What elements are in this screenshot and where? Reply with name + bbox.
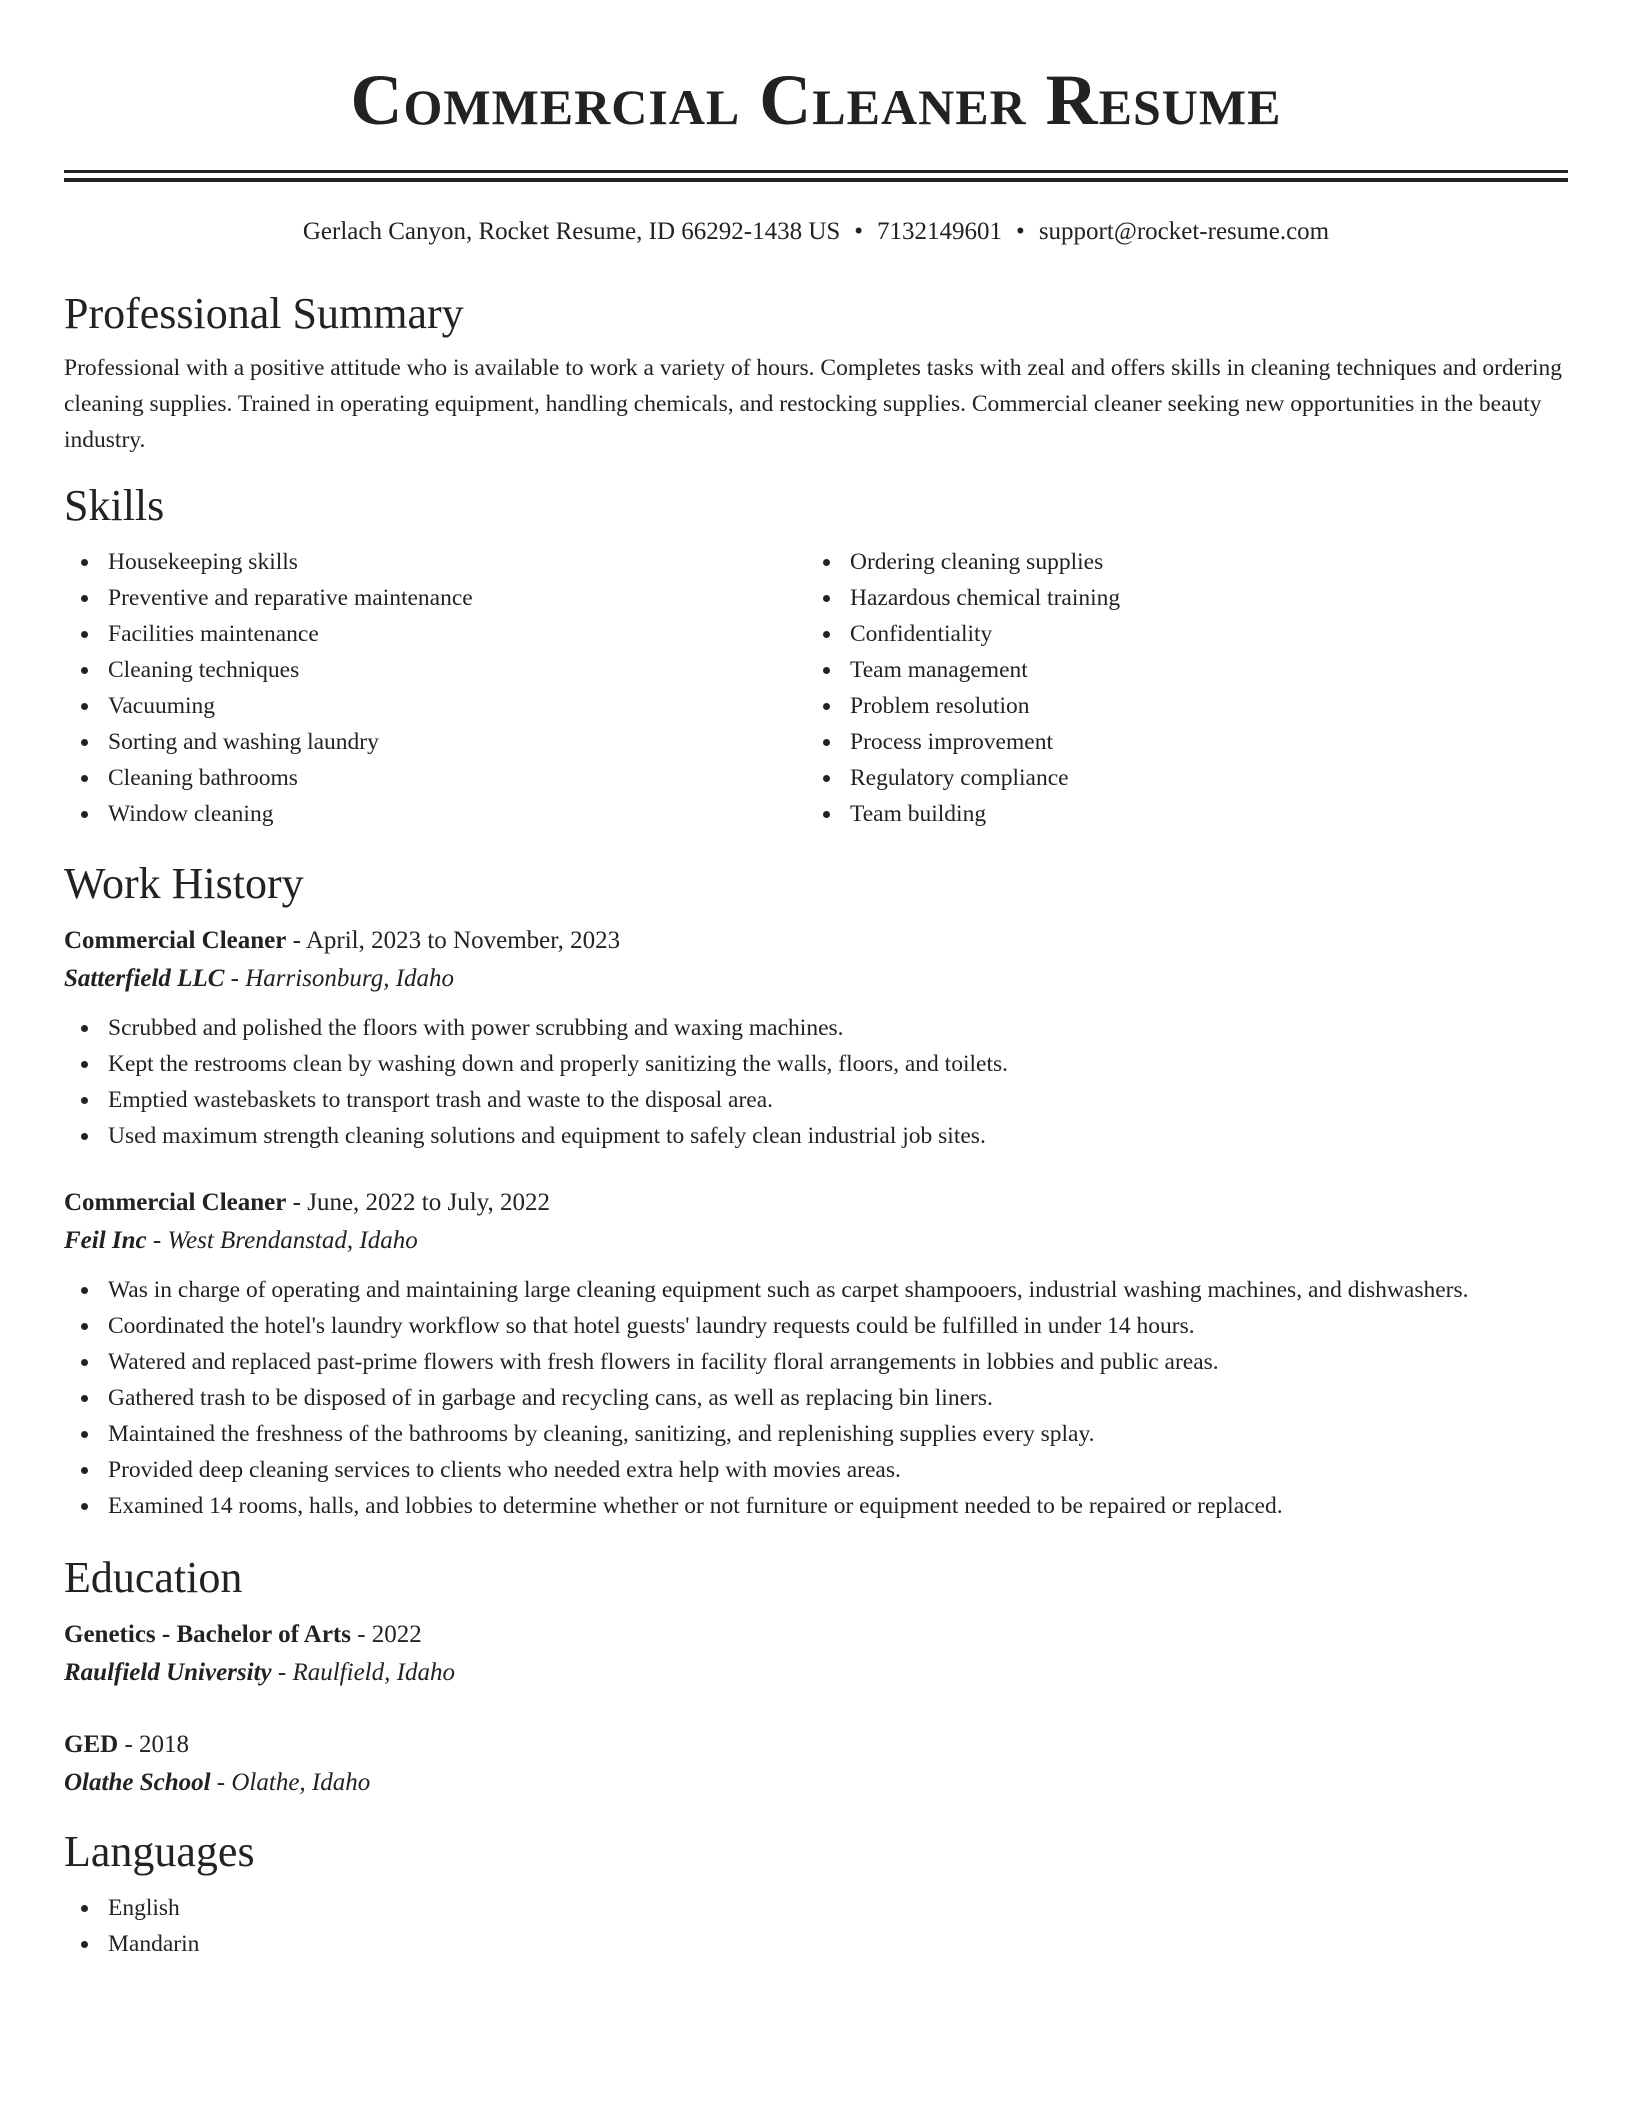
skill-item: Sorting and washing laundry — [64, 724, 806, 760]
education-degree-line — [64, 1616, 1568, 1654]
section-title-education: Education — [64, 1553, 243, 1602]
resume-title: Commercial Cleaner Resume — [350, 60, 1282, 140]
section-title-work-history: Work History — [64, 859, 304, 908]
contact-separator: • — [854, 218, 864, 245]
job-company: Feil Inc — [64, 1227, 147, 1254]
job-duty: Watered and replaced past-prime flowers with fresh flowers in facility floral arrangements in lobbies and public areas. — [64, 1344, 1568, 1380]
job-duty: Was in charge of operating and maintaining large cleaning equipment such as carpet shampooers, industrial washing machines, and dishwashers. — [64, 1272, 1568, 1308]
section-title-summary: Professional Summary — [64, 289, 464, 338]
education-entry — [64, 1726, 1568, 1802]
job-title: Commercial Cleaner — [64, 1189, 287, 1216]
job-entry — [64, 922, 1568, 1154]
skill-item: Team management — [806, 652, 1548, 688]
skills-grid — [64, 544, 1568, 832]
job-company: Satterfield LLC — [64, 965, 225, 992]
job-entry — [64, 1184, 1568, 1524]
education-degree: Genetics - Bachelor of Arts — [64, 1621, 351, 1648]
skill-item: Cleaning bathrooms — [64, 760, 806, 796]
education-location: - Raulfield, Idaho — [271, 1659, 455, 1686]
summary-text: Professional with a positive attitude who is available to work a variety of hours. Completes tasks with zeal and offers skills in cleaning techniques and ordering cleaning supplies. Trained in operating equipment, handling chemicals, and restocking supplies. Commercial cleaner seeking new opportunities in the beauty industry. — [64, 355, 1562, 453]
contact-separator: • — [1016, 218, 1025, 245]
contact-phone: 7132149601 — [877, 218, 1003, 245]
job-duties-list — [64, 1272, 1568, 1524]
job-title-line — [64, 922, 1568, 960]
job-location: - Harrisonburg, Idaho — [224, 965, 455, 992]
job-duty: Used maximum strength cleaning solutions and equipment to safely clean industrial job sites. — [64, 1118, 1568, 1154]
title-double-rule — [64, 170, 1568, 182]
skill-item: Regulatory compliance — [806, 760, 1548, 796]
skill-item: Hazardous chemical training — [806, 580, 1548, 616]
job-company-line — [64, 960, 1568, 998]
job-duty: Gathered trash to be disposed of in garbage and recycling cans, as well as replacing bin liners. — [64, 1380, 1568, 1416]
job-duty: Emptied wastebaskets to transport trash and waste to the disposal area. — [64, 1082, 1568, 1118]
skill-item: Window cleaning — [64, 796, 806, 832]
skills-list-right — [806, 544, 1548, 832]
job-company-line — [64, 1222, 1568, 1260]
skill-item: Team building — [806, 796, 1548, 832]
contact-address: Gerlach Canyon, Rocket Resume, ID 66292-1438 US — [302, 218, 841, 245]
language-item: English — [64, 1890, 1568, 1926]
skill-item: Cleaning techniques — [64, 652, 806, 688]
job-duty: Kept the restrooms clean by washing down and properly sanitizing the walls, floors, and toilets. — [64, 1046, 1568, 1082]
skills-list-left — [64, 544, 806, 832]
section-title-languages: Languages — [64, 1827, 255, 1876]
job-duty: Maintained the freshness of the bathrooms by cleaning, sanitizing, and replenishing supplies every splay. — [64, 1416, 1568, 1452]
education-school-line — [64, 1764, 1568, 1802]
education-year: - 2022 — [350, 1621, 422, 1648]
skill-item: Process improvement — [806, 724, 1548, 760]
skill-item: Housekeeping skills — [64, 544, 806, 580]
skill-item: Preventive and reparative maintenance — [64, 580, 806, 616]
job-location: - West Brendanstad, Idaho — [146, 1227, 418, 1254]
job-dates: - April, 2023 to November, 2023 — [286, 927, 621, 954]
education-school: Raulfield University — [64, 1659, 272, 1686]
skill-item: Problem resolution — [806, 688, 1548, 724]
skill-item: Facilities maintenance — [64, 616, 806, 652]
skill-item: Ordering cleaning supplies — [806, 544, 1548, 580]
education-school: Olathe School — [64, 1769, 211, 1796]
contact-line — [64, 212, 1568, 252]
job-title: Commercial Cleaner — [64, 927, 287, 954]
job-duty: Provided deep cleaning services to clients who needed extra help with movies areas. — [64, 1452, 1568, 1488]
education-location: - Olathe, Idaho — [210, 1769, 371, 1796]
job-duty: Examined 14 rooms, halls, and lobbies to determine whether or not furniture or equipment needed to be repaired or replaced. — [64, 1488, 1568, 1524]
skill-item: Confidentiality — [806, 616, 1548, 652]
job-title-line — [64, 1184, 1568, 1222]
job-dates: - June, 2022 to July, 2022 — [286, 1189, 551, 1216]
education-school-line — [64, 1654, 1568, 1692]
section-title-skills: Skills — [64, 481, 165, 530]
education-year: - 2018 — [118, 1731, 190, 1758]
language-item: Mandarin — [64, 1926, 1568, 1962]
education-entry — [64, 1616, 1568, 1692]
education-degree-line — [64, 1726, 1568, 1764]
languages-list — [64, 1890, 1568, 1962]
job-duty: Scrubbed and polished the floors with power scrubbing and waxing machines. — [64, 1010, 1568, 1046]
job-duty: Coordinated the hotel's laundry workflow so that hotel guests' laundry requests could be fulfilled in under 14 hours. — [64, 1308, 1568, 1344]
skill-item: Vacuuming — [64, 688, 806, 724]
job-duties-list — [64, 1010, 1568, 1154]
education-degree: GED — [64, 1731, 119, 1758]
contact-email: support@rocket-resume.com — [1038, 218, 1330, 245]
